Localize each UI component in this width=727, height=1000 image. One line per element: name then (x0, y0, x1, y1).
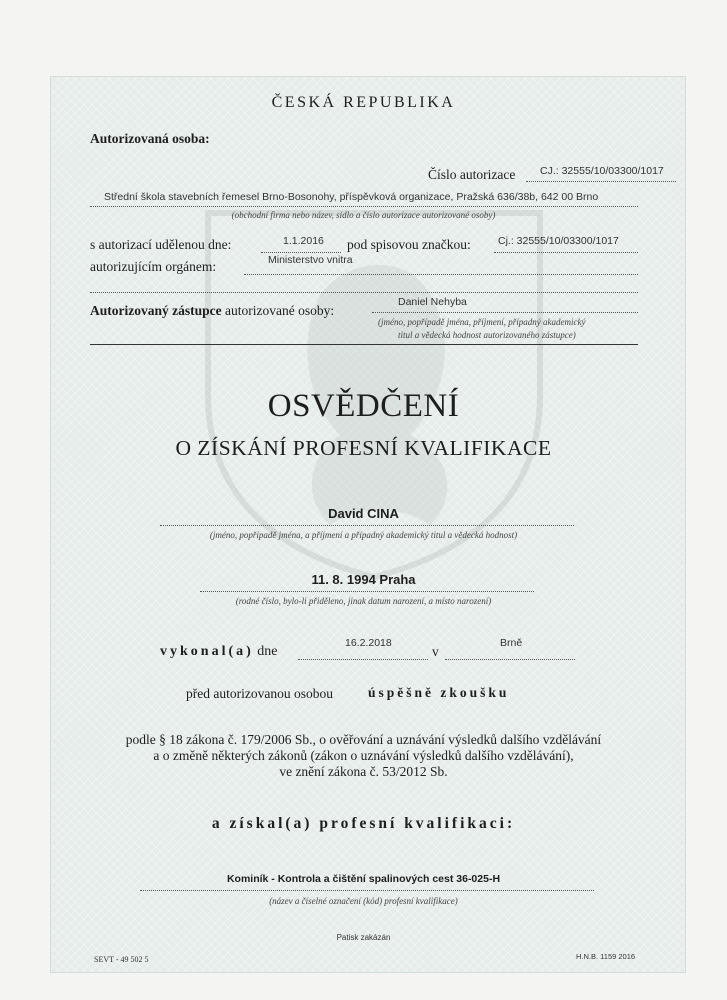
file-number-value: Cj.: 32555/10/03300/1017 (498, 235, 619, 247)
file-number-label: pod spisovou značkou: (347, 237, 471, 252)
holder-name-line (160, 525, 574, 526)
holder-name-note: (jméno, popřípadě jména, a příjmení a případný akademický titul a vědecká hodnost) (209, 530, 518, 540)
exam-place-label: v (432, 644, 439, 659)
legal-line-2: a o změně některých zákonů (zákon o uznávání výsledků dalšího vzdělávání), (153, 748, 574, 763)
certificate-subtitle: O ZÍSKÁNÍ PROFESNÍ KVALIFIKACE (175, 436, 552, 460)
granted-date-value: 1.1.2016 (283, 235, 324, 247)
exam-date-label: dne (257, 644, 278, 659)
exam-before-text: před autorizovanou osobou (186, 686, 333, 701)
authorization-number-label: Číslo autorizace (428, 167, 516, 182)
exam-date-line (298, 659, 428, 660)
footer-left: SEVT - 49 502 5 (94, 955, 149, 964)
representative-value: Daniel Nehyba (398, 296, 467, 308)
authorizing-organ-line (244, 274, 638, 275)
exam-performed-row (160, 644, 278, 660)
country-heading: ČESKÁ REPUBLIKA (271, 94, 456, 111)
organization-line (90, 206, 638, 207)
authorizing-organ-label: autorizujícím orgánem: (90, 259, 217, 274)
representative-note-1: (jméno, popřípadě jména, příjmení, případný akademický (378, 317, 586, 327)
legal-line-1: podle § 18 zákona č. 179/2006 Sb., o ověřování a uznávání výsledků dalšího vzdělávání (125, 732, 602, 747)
exam-performed-label: vykonal(a) (160, 644, 254, 659)
qualification-note: (název a číselné označení (kód) profesní kvalifikace) (269, 896, 458, 906)
certificate-title: OSVĚDČENÍ (267, 388, 460, 424)
exam-success-text: úspěšně zkoušku (368, 685, 510, 700)
representative-label-rest: autorizované osoby: (225, 303, 335, 318)
holder-birth-note: (rodné číslo, bylo-li přiděleno, jinak datum narození, a místo narození) (235, 596, 492, 606)
granted-date-label: s autorizací udělenou dne: (90, 237, 232, 252)
authorization-number-line (526, 181, 676, 182)
granted-date-line (261, 252, 341, 253)
exam-place-line (445, 659, 575, 660)
holder-name: David CINA (328, 506, 399, 521)
authorization-number-value: CJ.: 32555/10/03300/1017 (540, 165, 664, 177)
footer-center: Patisk zakázán (336, 933, 391, 942)
blank-line (90, 292, 638, 293)
file-number-line (494, 252, 638, 253)
organization-note: (obchodní firma nebo název, sídlo a číslo autorizace autorizované osoby) (231, 210, 496, 220)
authorized-person-label: Autorizovaná osoba: (90, 131, 210, 146)
representative-note-2: titul a vědecká hodnost autorizovaného zástupce) (398, 330, 576, 340)
exam-place-value: Brně (500, 637, 523, 649)
footer-right: H.N.B. 1159 2016 (576, 952, 636, 961)
legal-line-3: ve znění zákona č. 53/2012 Sb. (279, 764, 448, 779)
qualification-heading: a získal(a) profesní kvalifikaci: (211, 815, 516, 832)
qualification-value: Kominík - Kontrola a čištění spalinových cest 36-025-H (226, 873, 501, 885)
representative-line (372, 312, 638, 313)
qualification-line (140, 890, 594, 891)
organization-value: Střední škola stavebních řemesel Brno-Bosonohy, příspěvková organizace, Pražská 636/38b, 642 00 Brno (104, 191, 599, 203)
header-divider (90, 344, 638, 345)
authorizing-organ-value: Ministerstvo vnitra (268, 254, 353, 266)
exam-date-value: 16.2.2018 (345, 637, 392, 649)
representative-label (90, 303, 334, 319)
holder-birth: 11. 8. 1994 Praha (311, 572, 416, 587)
holder-birth-line (200, 591, 534, 592)
representative-label-bold: Autorizovaný zástupce (90, 303, 222, 318)
